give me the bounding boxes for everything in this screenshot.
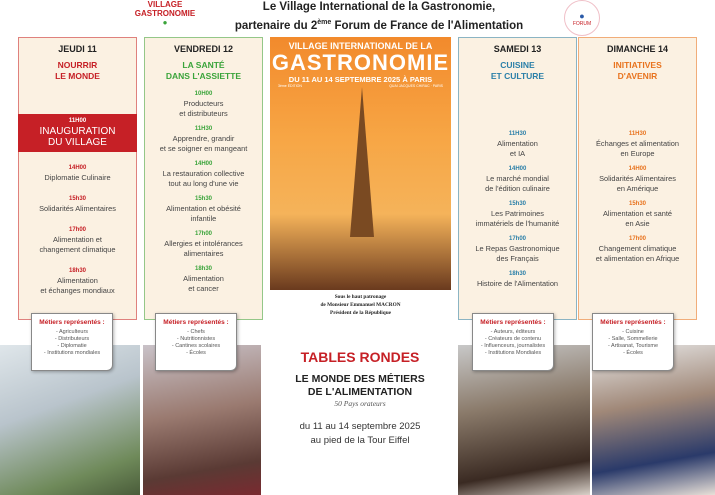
eiffel-tower-illustration [350, 87, 374, 237]
slot-title: Alimentation [497, 139, 538, 148]
metier-item: - Diplomatie [57, 343, 87, 349]
slot-time: 14H00 [508, 166, 527, 172]
agenda-slot [459, 165, 576, 194]
patronage [270, 293, 451, 317]
poster-dates: DU 11 AU 14 SEPTEMBRE 2025 À PARIS [288, 75, 433, 84]
day-theme: NOURRIR [57, 60, 98, 70]
slot-title: en Amérique [616, 184, 659, 193]
slot-title: Changement climatique [598, 244, 677, 253]
poster-title: GASTRONOMIE [271, 50, 450, 75]
slot-title: Les Patrimoines [491, 209, 544, 218]
inauguration-text: DU VILLAGE [48, 137, 107, 148]
metier-item: - Distributeurs [54, 336, 90, 342]
slot-title: alimentaires [183, 249, 224, 258]
metier-item: - Institutions mondiales [43, 350, 101, 356]
slot-time: 11H30 [628, 131, 647, 137]
slot-time: 14H00 [194, 161, 213, 167]
slot-title: et IA [509, 149, 526, 158]
forum-logo: ● FORUM [564, 0, 600, 36]
day-column [18, 37, 137, 320]
slot-title: Alimentation et obésité [166, 204, 241, 213]
metier-item: - Salle, Sommellerie [608, 336, 658, 342]
slot-title: Apprendre, grandir [172, 134, 235, 143]
day-title: VENDREDI 12 [173, 44, 234, 54]
metiers-title: Métiers représentés : [39, 319, 105, 326]
metiers-box [155, 313, 237, 371]
day-title: SAMEDI 13 [493, 44, 542, 54]
subtitle-line-2: DE L'ALIMENTATION [307, 386, 413, 398]
metiers-box [472, 313, 554, 371]
metier-item: - Écoles [623, 350, 643, 356]
metier-item: - Nutritionnistes [176, 336, 216, 342]
metier-item: - Cuisine [622, 329, 644, 335]
tables-rondes-panel [262, 335, 458, 495]
metier-item: - Artisanat, Tourisme [607, 343, 659, 349]
slot-title: Alimentation et santé [602, 209, 673, 218]
slot-title: Allergies et intolérances [164, 239, 243, 248]
slot-title: Le marché mondial [486, 174, 549, 183]
day-theme: LA SANTÉ [182, 60, 225, 70]
slot-title: et alimentation en Afrique [595, 254, 680, 263]
slot-time: 18h30 [68, 268, 86, 274]
metiers-box [31, 313, 113, 371]
village-gastronomie-logo: VILLAGE GASTRONOMIE ● [134, 0, 196, 27]
slot-title: Diplomatie Culinaire [44, 173, 111, 182]
slot-title: Alimentation et [53, 235, 102, 244]
agenda-slot [19, 164, 136, 183]
slot-time: 11H00 [68, 118, 87, 124]
slot-title: des Français [496, 254, 539, 263]
day-theme: D'AVENIR [617, 71, 658, 81]
slot-time: 17h00 [628, 236, 646, 242]
agenda-slot [579, 130, 696, 159]
slot-title: et cancer [188, 284, 219, 293]
slot-title: La restauration collective [162, 169, 245, 178]
day-column [458, 37, 577, 320]
slot-title: et distributeurs [179, 109, 228, 118]
patronage-line: Sous le haut patronage [334, 294, 387, 300]
agenda-slot [459, 270, 576, 289]
agenda-slot [579, 235, 696, 264]
inauguration-banner [18, 114, 137, 152]
subtitle-line-1: LE MONDE DES MÉTIERS [295, 373, 425, 385]
event-dates: du 11 au 14 septembre 2025 [299, 421, 421, 432]
slot-time: 17h00 [194, 231, 212, 237]
tables-rondes-title: TABLES RONDES [300, 349, 420, 365]
metier-item: - Cantines scolaires [171, 343, 221, 349]
title-line-2: partenaire du 2ème Forum de France de l'Alimentation [234, 19, 524, 32]
metiers-title: Métiers représentés : [163, 319, 229, 326]
day-title: DIMANCHE 14 [606, 44, 668, 54]
agenda-slot [145, 90, 262, 119]
event-location: au pied de la Tour Eiffel [310, 435, 410, 446]
slot-title: Échanges et alimentation [596, 139, 679, 148]
page-title [200, 0, 558, 34]
gastronomie-poster [270, 37, 451, 290]
day-theme: CUISINE [500, 60, 535, 70]
slot-time: 10H00 [194, 91, 213, 97]
day-theme: DANS L'ASSIETTE [165, 71, 242, 81]
slot-title: immatériels de l'humanité [475, 219, 560, 228]
metier-item: - Auteurs, éditeurs [490, 329, 536, 335]
day-column [578, 37, 697, 320]
slot-title: en Europe [620, 149, 655, 158]
slot-time: 14H00 [68, 165, 87, 171]
metier-item: - Chefs [187, 329, 205, 335]
patronage-line: Président de la République [329, 310, 392, 316]
slot-title: et échanges mondiaux [40, 286, 115, 295]
metier-item: - Influenceurs, journalistes [480, 343, 546, 349]
day-theme: ET CULTURE [490, 71, 545, 81]
agenda-slot [579, 165, 696, 194]
slot-title: Alimentation [183, 274, 224, 283]
metier-item: - Agriculteurs [55, 329, 89, 335]
metier-item: - Créateurs de contenu [484, 336, 542, 342]
slot-title: de l'édition culinaire [485, 184, 550, 193]
slot-title: changement climatique [39, 245, 116, 254]
slot-title: infantile [190, 214, 217, 223]
slot-title: Producteurs [183, 99, 224, 108]
agenda-slot [145, 265, 262, 294]
slot-time: 17h00 [508, 236, 526, 242]
day-theme: INITIATIVES [613, 60, 662, 70]
slot-time: 15h30 [508, 201, 526, 207]
slot-time: 15h30 [194, 196, 212, 202]
title-line-1: Le Village International de la Gastronomie, [262, 1, 496, 13]
patronage-line: de Monsieur Emmanuel MACRON [320, 302, 401, 308]
slot-title: Solidarités Alimentaires [39, 204, 116, 213]
poster-line-1: VILLAGE INTERNATIONAL DE LA [288, 41, 433, 51]
agenda-slot [459, 200, 576, 229]
slot-title: tout au long d'une vie [168, 179, 239, 188]
metiers-title: Métiers représentés : [480, 319, 546, 326]
slot-time: 11H30 [508, 131, 527, 137]
day-theme: LE MONDE [55, 71, 100, 81]
metier-item: - Institutions Mondiales [484, 350, 542, 356]
agenda-slot [145, 195, 262, 224]
inauguration-text: INAUGURATION [39, 126, 116, 137]
slot-title: et se soigner en mangeant [159, 144, 248, 153]
slot-time: 11H30 [194, 126, 213, 132]
agenda-slot [19, 267, 136, 296]
agenda-slot [459, 235, 576, 264]
slot-time: 14H00 [628, 166, 647, 172]
agenda-slot [145, 230, 262, 259]
slot-title: Solidarités Alimentaires [599, 174, 676, 183]
slot-time: 17h00 [68, 227, 86, 233]
agenda-slot [459, 130, 576, 159]
poster-edition: 3ème ÉDITION [278, 84, 302, 88]
agenda-slot [19, 195, 136, 214]
metier-item: - Écoles [186, 350, 206, 356]
slot-time: 18h30 [194, 266, 212, 272]
slot-time: 15h30 [68, 196, 86, 202]
agenda-slot [19, 226, 136, 255]
day-column [144, 37, 263, 320]
slot-title: Le Repas Gastronomique [475, 244, 560, 253]
day-title: JEUDI 11 [58, 44, 97, 54]
slot-title: Histoire de l'Alimentation [476, 279, 559, 288]
metiers-title: Métiers représentés : [600, 319, 666, 326]
metiers-box [592, 313, 674, 371]
poster-place: QUAI JACQUES CHIRAC · PARIS [389, 84, 443, 88]
slot-title: Alimentation [57, 276, 98, 285]
agenda-slot [579, 200, 696, 229]
agenda-slot [145, 125, 262, 154]
slot-title: en Asie [625, 219, 650, 228]
slot-time: 15h30 [628, 201, 646, 207]
countries-speakers: 50 Pays orateurs [334, 399, 386, 408]
agenda-slot [145, 160, 262, 189]
slot-time: 18h30 [508, 271, 526, 277]
